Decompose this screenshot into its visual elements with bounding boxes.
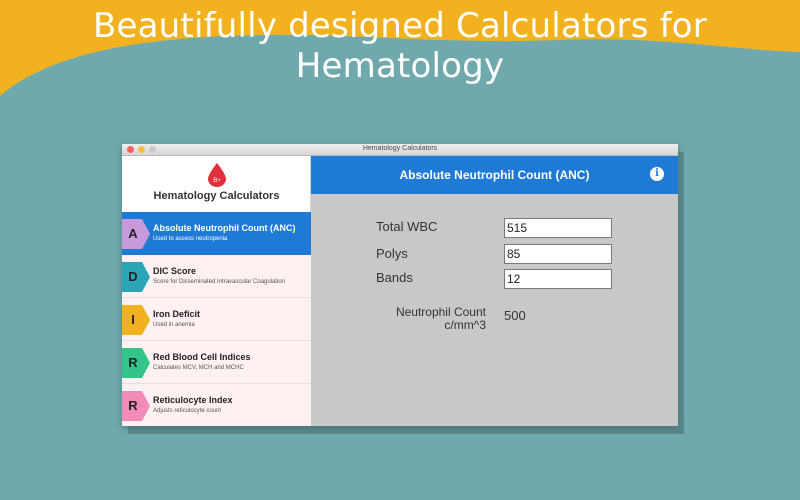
sidebar-item-letter: R bbox=[128, 355, 138, 370]
calculator-header bbox=[311, 156, 678, 194]
sidebar-item-title: Red Blood Cell Indices bbox=[153, 352, 251, 362]
neutrophil-count-value: 500 bbox=[504, 308, 526, 323]
total-wbc-input[interactable] bbox=[504, 218, 612, 238]
sidebar-item-subtitle: Score for Disseminated Intravascular Coagulation bbox=[153, 279, 286, 285]
sidebar-item-subtitle: Used in anemia bbox=[153, 322, 195, 328]
sidebar-item-rbc-indices[interactable] bbox=[122, 341, 311, 384]
result-label-line1: Neutrophil Count bbox=[395, 305, 486, 319]
logo-badge-text: B+ bbox=[213, 178, 221, 184]
bands-input[interactable] bbox=[504, 269, 612, 289]
sidebar-item-subtitle: Used to assess neutropenia bbox=[153, 236, 228, 242]
window-title: Hematology Calculators bbox=[362, 145, 438, 152]
info-button[interactable]: i bbox=[650, 167, 664, 181]
sidebar-item-subtitle: Calculates MCV, MCH and MCHC bbox=[153, 365, 244, 371]
sidebar-item-title: Reticulocyte Index bbox=[153, 395, 233, 405]
sidebar-item-letter: A bbox=[128, 226, 138, 241]
blood-drop-logo-icon bbox=[206, 162, 228, 188]
sidebar-header bbox=[122, 156, 311, 212]
sidebar-item-letter: D bbox=[128, 269, 138, 284]
total-wbc-label: Total WBC bbox=[376, 219, 438, 234]
neutrophil-count-label bbox=[371, 306, 486, 332]
sidebar bbox=[122, 156, 311, 426]
window-titlebar[interactable] bbox=[122, 144, 678, 156]
polys-label: Polys bbox=[376, 246, 408, 261]
calculator-title: Absolute Neutrophil Count (ANC) bbox=[399, 168, 590, 182]
sidebar-item-title: DIC Score bbox=[153, 266, 197, 276]
result-label-line2: c/mm^3 bbox=[444, 318, 486, 332]
sidebar-item-reticulocyte-index[interactable] bbox=[122, 384, 311, 426]
sidebar-item-iron-deficit[interactable] bbox=[122, 298, 311, 341]
banner-title: Beautifully designed Calculators for Hematology bbox=[93, 6, 707, 86]
sidebar-item-anc[interactable] bbox=[122, 212, 311, 255]
sidebar-item-title: Iron Deficit bbox=[153, 309, 201, 319]
sidebar-item-letter: I bbox=[131, 312, 135, 327]
promo-banner bbox=[0, 0, 800, 110]
polys-input[interactable] bbox=[504, 244, 612, 264]
calculator-panel bbox=[311, 156, 678, 426]
sidebar-item-title: Absolute Neutrophil Count (ANC) bbox=[153, 223, 296, 233]
sidebar-title: Hematology Calculators bbox=[153, 190, 280, 202]
bands-label: Bands bbox=[376, 270, 413, 285]
sidebar-item-dic-score[interactable] bbox=[122, 255, 311, 298]
sidebar-item-letter: R bbox=[128, 398, 138, 413]
app-window bbox=[122, 144, 678, 426]
sidebar-item-subtitle: Adjusts reticulocyte count bbox=[153, 408, 222, 414]
